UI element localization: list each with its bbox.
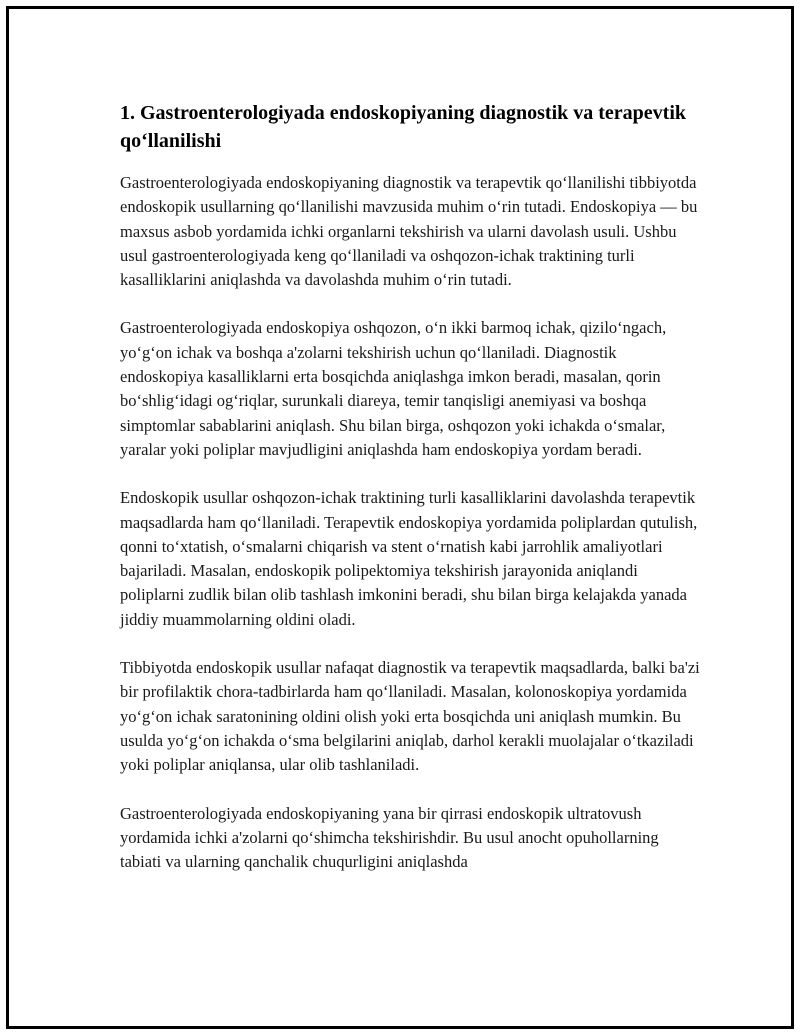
paragraph-1: Gastroenterologiyada endoskopiyaning diagnostik va terapevtik qo‘llanilishi tibbiyotda endoskopik usullarning qo‘llanilishi mavzusida muhim o‘rin tutadi. Endoskopiya — bu maxsus asbob yordamida ichki organlarni tekshirish va ularni davolash usuli. Ushbu usul gastroenterologiyada keng qo‘llaniladi va oshqozon-ichak traktining turli kasalliklarini aniqlashda va davolashda muhim o‘rin tutadi. bbox=[120, 173, 698, 290]
paragraph-2: Gastroenterologiyada endoskopiya oshqozon, o‘n ikki barmoq ichak, qizilo‘ngach, yo‘g‘on ichak va boshqa a'zolarni tekshirish uchun qo‘llaniladi. Diagnostik endoskopiya kasalliklarni erta bosqichda aniqlashga imkon beradi, masalan, qorin bo‘shlig‘idagi og‘riqlar, surunkali diareya, temir tanqisligi anemiyasi va boshqa simptomlar sabablarini aniqlash. Shu bilan birga, oshqozon yoki ichakda o‘smalar, yaralar yoki poliplar mavjudligini aniqlashda ham endoskopiya yordam beradi. bbox=[120, 318, 667, 459]
page-frame bbox=[6, 6, 794, 1029]
paragraph-5: Gastroenterologiyada endoskopiyaning yana bir qirrasi endoskopik ultratovush yordamida ichki a'zolarni qo‘shimcha tekshirishdir. Bu usul anocht opuhollarning tabiati va ularning qanchalik chuqurligini aniqlashda bbox=[120, 803, 659, 872]
paragraph-4: Tibbiyotda endoskopik usullar nafaqat diagnostik va terapevtik maqsadlarda, balki ba'zi bir profilaktik chora-tadbirlarda ham qo‘llaniladi. Masalan, kolonoskopiya yordamida yo‘g‘on ichak saratonining oldini olish yoki erta bosqichda uni aniqlash mumkin. Bu usulda yo‘g‘on ichakda o‘sma belgilarini aniqlab, darhol kerakli muolajalar o‘tkaziladi yoki poliplar aniqlansa, ular olib tashlaniladi. bbox=[120, 658, 700, 775]
section-heading: 1. Gastroenterologiyada endoskopiyaning diagnostik va terapevtik qo‘llanilishi bbox=[120, 102, 686, 152]
paragraph-3: Endoskopik usullar oshqozon-ichak traktining turli kasalliklarini davolashda terapevtik maqsadlarda ham qo‘llaniladi. Terapevtik endoskopiya yordamida poliplardan qutulish, qonni to‘xtatish, o‘smalarni chiqarish va stent o‘rnatish kabi jarrohlik amaliyotlari bajariladi. Masalan, endoskopik polipektomiya tekshirish jarayonida aniqlandi poliplarni zudlik bilan olib tashlash imkonini beradi, shu bilan birga kelajakda yanada jiddiy muammolarning oldini oladi. bbox=[120, 488, 698, 629]
document-body bbox=[120, 99, 700, 898]
